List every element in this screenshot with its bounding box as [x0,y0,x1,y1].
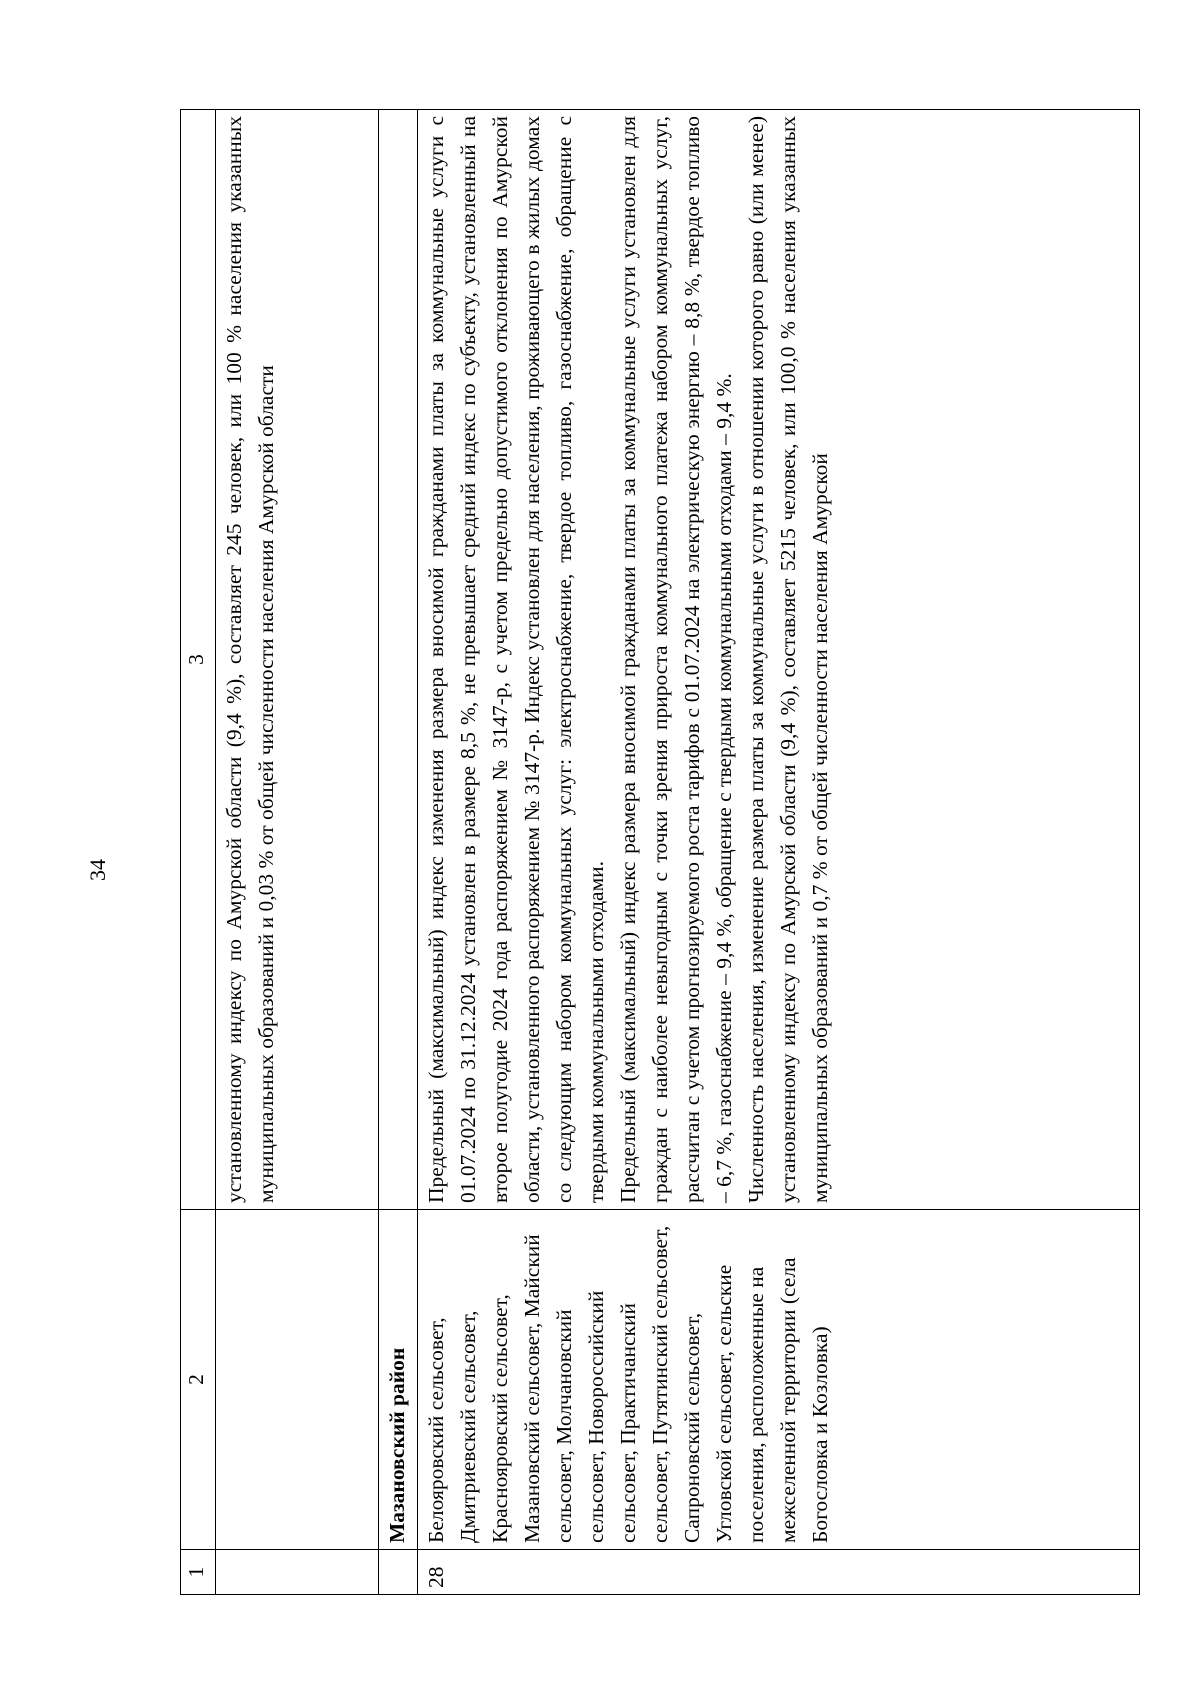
continuation-text: установленному индексу по Амурской области (9,4 %), составляет 245 человек, или 100 % населения указанных муниципальных образований и 0,03 % от общей численности населения Амурской области [216,110,379,1210]
district-row [379,110,418,1595]
header-col-2: 2 [181,1210,216,1550]
table-header-row [181,110,216,1595]
district-col-1 [379,1550,418,1595]
header-col-3: 3 [181,110,216,1210]
continuation-col-2 [216,1210,379,1550]
district-col-3 [379,110,418,1210]
table-row [418,110,1140,1595]
paragraph-max-index: Предельный (максимальный) индекс изменения размера вносимой гражданами платы за коммунальные услуги с 01.07.2024 по 31.12.2024 установлен в размере 8,5 %, не превышает средний индекс по субъекту, установленный на второе полугодие 2024 года распоряжением № 3147-р, с учетом предельно допустимого отклонения по Амурской области, установленного распоряжением № 3147-р. Индекс установлен для населения, проживающего в жилых домах со следующим набором коммунальных услуг: электроснабжение, твердое топливо, газоснабжение, обращение с твердыми коммунальными отходами. [424,116,608,1203]
row-number: 28 [418,1550,1140,1595]
page-number: 34 [85,859,110,881]
municipalities-list: Белояровский сельсовет, Дмитриевский сельсовет, Краснояровский сельсовет, Мазановский сельсовет, Майский сельсовет, Молчановский сельсовет, Новороссийский сельсовет, Практичанский сельсовет, Путятинский сельсовет, Сапроновский сельсовет, Угловской сельсовет, сельские поселения, расположенные на межселенной территории (села Богословка и Козловка) [418,1210,1140,1550]
district-title: Мазановский район [379,1210,418,1550]
data-table [180,109,1140,1595]
continuation-row [216,110,379,1595]
rotated-table-container [180,110,1140,1595]
paragraph-tariff-growth: Предельный (максимальный) индекс размера вносимой гражданами платы за коммунальные услуги установлен для граждан с наиболее невыгодным с точки зрения прироста коммунального платежа набором коммунальных услуг, рассчитан с учетом прогнозируемого роста тарифов с 01.07.2024 на электрическую энергию – 8,8 %, твердое топливо – 6,7 %, газоснабжение – 9,4 %, обращение с твердыми коммунальными отходами – 9,4 %. [616,116,736,1203]
row-description [418,110,1140,1210]
continuation-col-1 [216,1550,379,1595]
paragraph-population: Численность населения, изменение размера платы за коммунальные услуги в отношении которого равно (или менее) установленному индексу по Амурской области (9,4 %), составляет 5215 человек, или 100,0 % населения указанных муниципальных образований и 0,7 % от общей численности населения Амурской [744,116,832,1203]
header-col-1: 1 [181,1550,216,1595]
